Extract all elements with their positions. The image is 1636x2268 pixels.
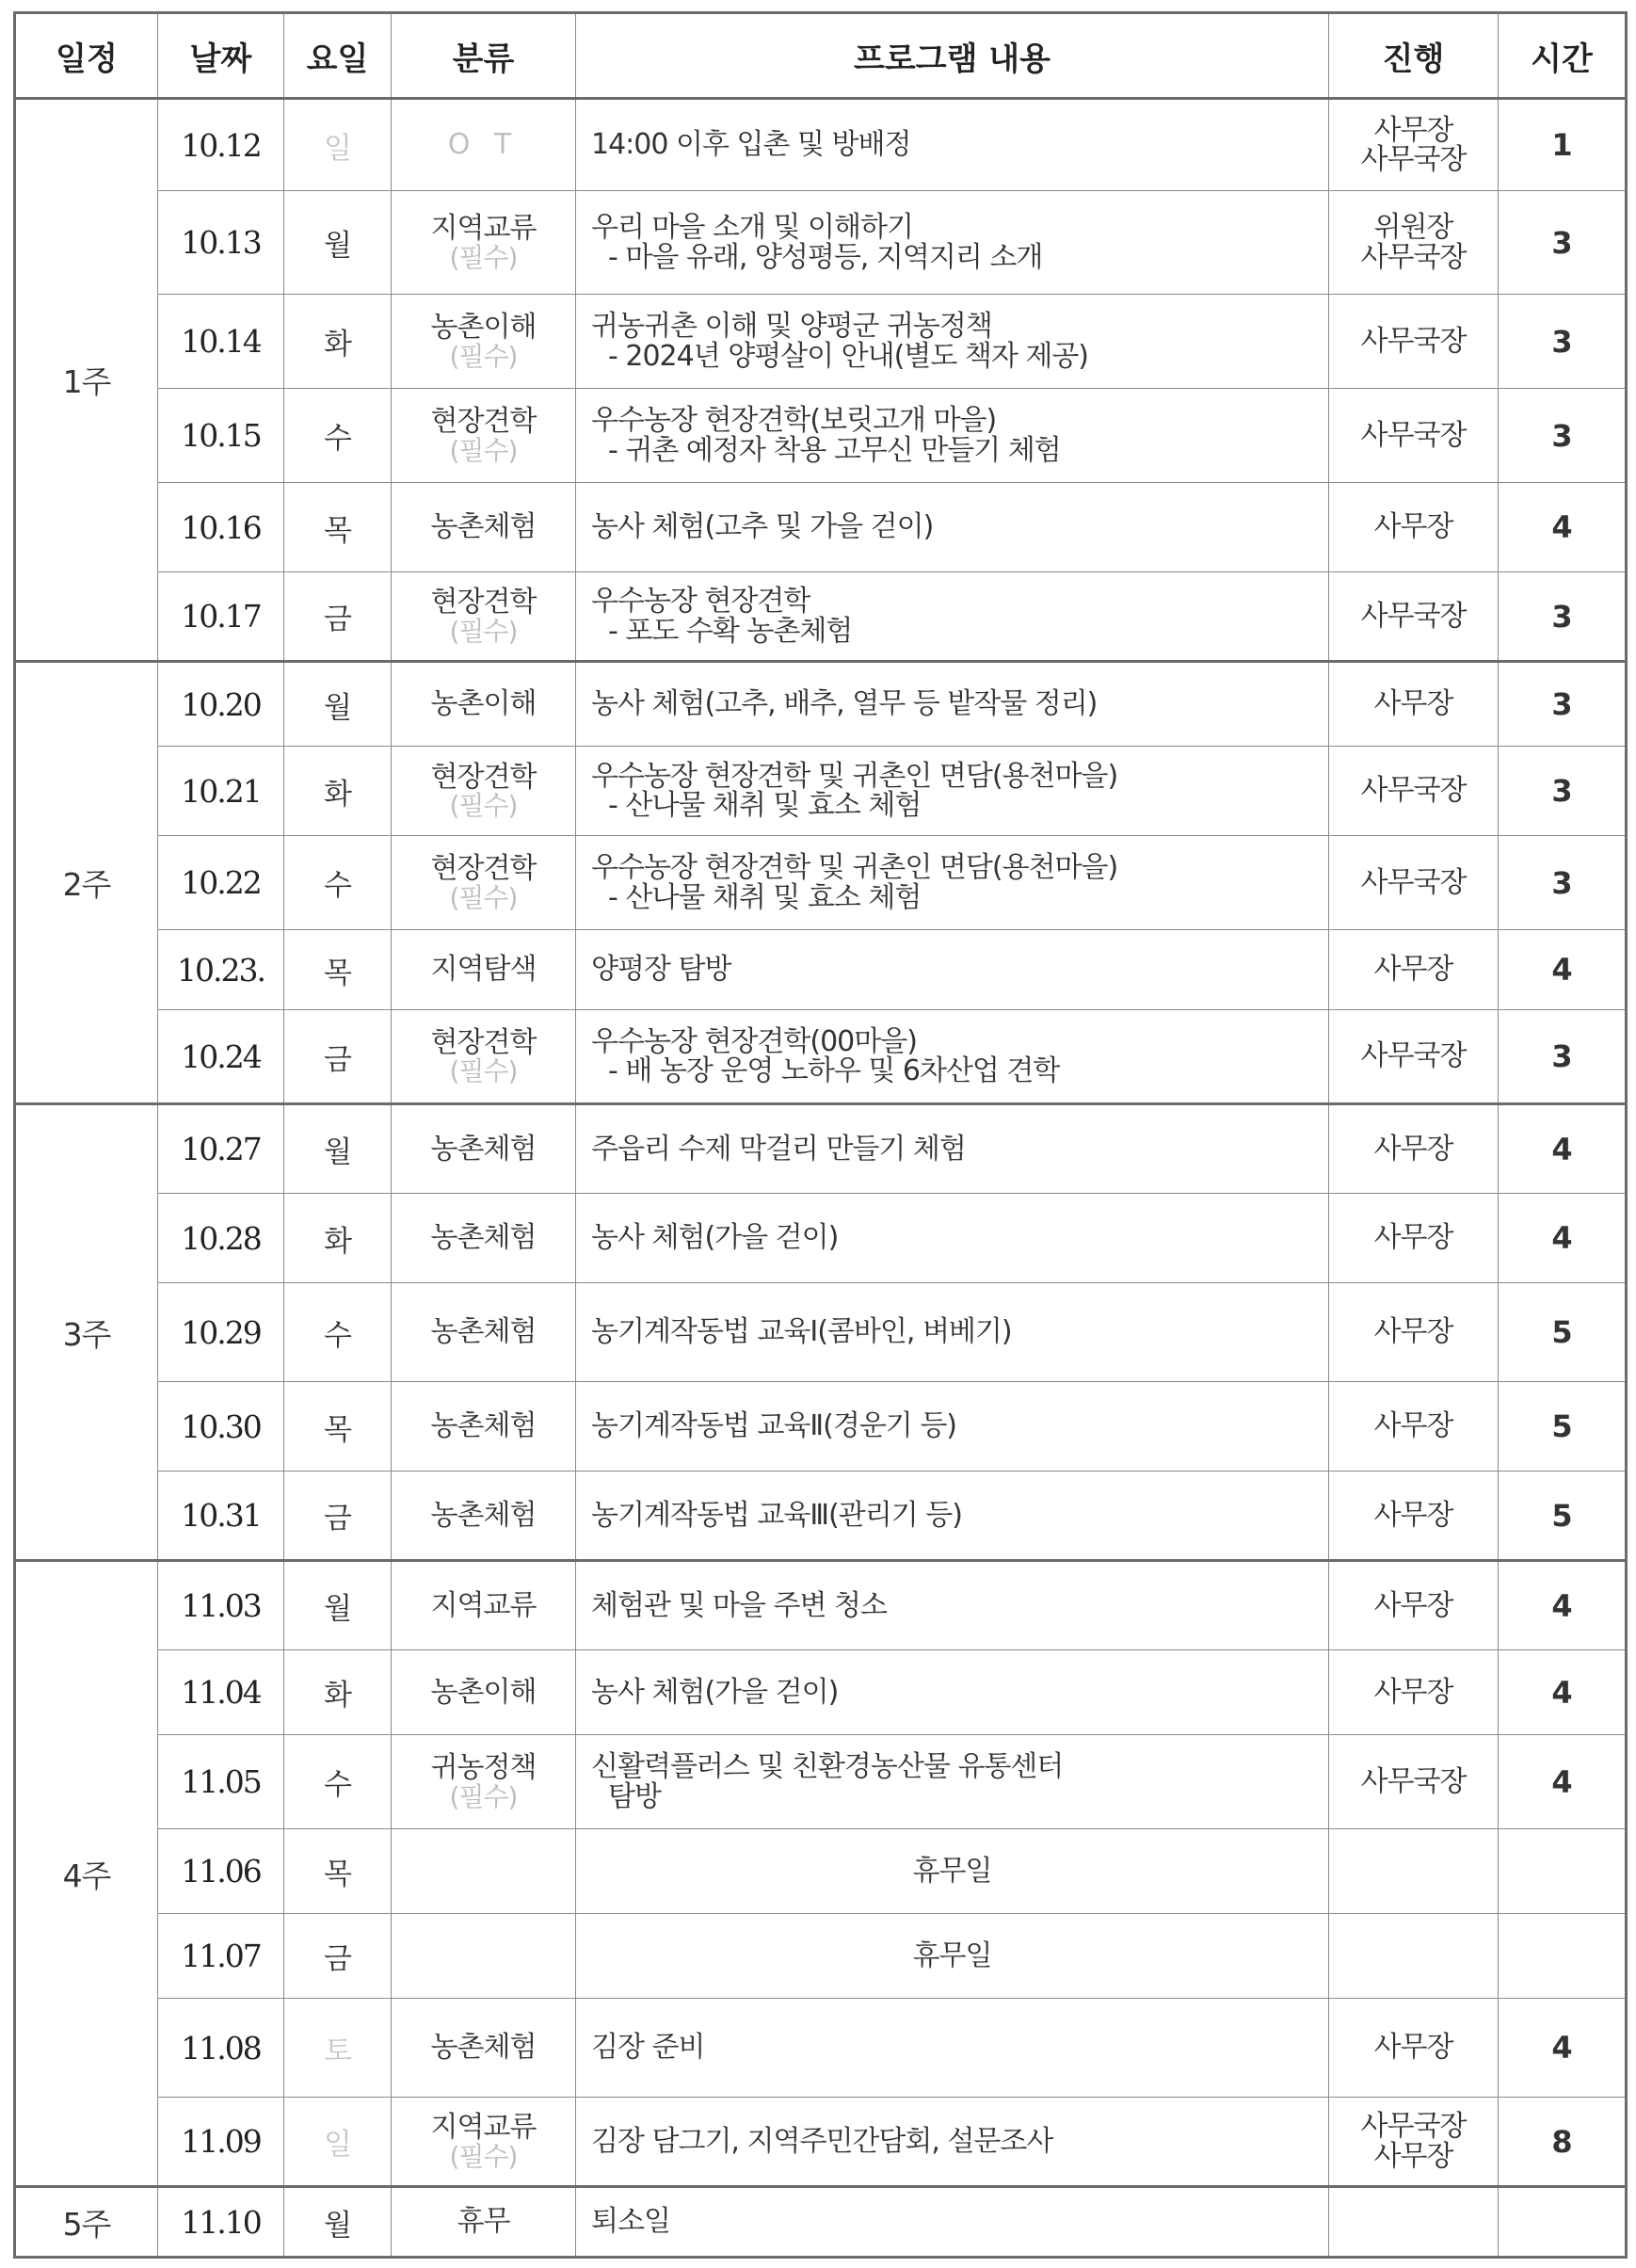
header-day: 요일 (284, 13, 392, 99)
content-cell (576, 1283, 1329, 1382)
day-cell: 월 (284, 662, 392, 747)
table-row (15, 1283, 1627, 1382)
hours-cell: 3 (1499, 389, 1627, 483)
lead-cell (1329, 2098, 1499, 2187)
content-cell (576, 191, 1329, 295)
content-main: 농사 체험(고추, 배추, 열무 등 밭작물 정리) (591, 687, 1098, 721)
category-label: 지역교류 (430, 212, 537, 246)
lead-cell (1329, 1472, 1499, 1561)
content-main: 농기계작동법 교육Ⅰ(콤바인, 벼베기) (591, 1315, 1012, 1349)
category-cell (392, 1472, 576, 1561)
table-row (15, 295, 1627, 389)
day-cell: 월 (284, 2187, 392, 2258)
content-cell (576, 662, 1329, 747)
lead-cell (1329, 1194, 1499, 1283)
category-label: 휴무 (457, 2205, 510, 2239)
hours-cell: 3 (1499, 662, 1627, 747)
content-cell (576, 1472, 1329, 1561)
table-row (15, 1914, 1627, 1999)
table-row (15, 662, 1627, 747)
date-cell: 11.03 (158, 1561, 284, 1650)
date-cell: 10.30 (158, 1382, 284, 1472)
category-cell (392, 483, 576, 572)
category-label: 농촌체험 (430, 1221, 537, 1255)
category-cell (392, 389, 576, 483)
lead-cell (1329, 99, 1499, 191)
date-cell: 10.31 (158, 1472, 284, 1561)
week-cell: 5주 (15, 2187, 158, 2258)
hours-cell: 4 (1499, 1561, 1627, 1650)
hours-cell: 4 (1499, 1735, 1627, 1829)
required-badge: (필수) (449, 241, 518, 273)
lead-name: 사무장 (1373, 1675, 1453, 1709)
day-cell: 월 (284, 1561, 392, 1650)
content-cell (576, 1650, 1329, 1735)
date-cell: 11.05 (158, 1735, 284, 1829)
lead-name: 사무장 (1373, 510, 1453, 544)
required-badge: (필수) (449, 1055, 518, 1087)
day-cell: 목 (284, 1829, 392, 1914)
required-badge: (필수) (449, 2140, 518, 2172)
lead-cell (1329, 389, 1499, 483)
content-cell (576, 747, 1329, 836)
lead-name: 사무장 (1373, 953, 1453, 987)
lead-cell (1329, 1914, 1499, 1999)
day-cell: 토 (284, 1999, 392, 2098)
lead-cell (1329, 1283, 1499, 1382)
date-cell: 10.17 (158, 572, 284, 662)
category-cell (392, 930, 576, 1010)
hours-cell: 3 (1499, 836, 1627, 930)
content-main: 퇴소일 (591, 2205, 670, 2239)
category-label: O T (447, 128, 520, 162)
program-schedule-sheet (13, 11, 1625, 2259)
category-label: 현장견학 (430, 405, 537, 439)
category-label: 농촌체험 (430, 1315, 537, 1349)
lead-cell (1329, 1382, 1499, 1472)
hours-cell: 3 (1499, 295, 1627, 389)
category-label: 농촌이해 (430, 1675, 537, 1709)
content-main: 우수농장 현장견학 (591, 585, 810, 618)
content-main: 농기계작동법 교육Ⅱ(경운기 등) (591, 1409, 957, 1443)
header-lead: 진행 (1329, 13, 1499, 99)
lead-cell (1329, 1104, 1499, 1194)
lead-name: 사무장 (1373, 687, 1453, 721)
content-main: 농사 체험(고추 및 가을 걷이) (591, 510, 934, 544)
table-row (15, 572, 1627, 662)
category-label: 농촌이해 (430, 311, 537, 345)
lead-name-secondary: 사무장 (1373, 2139, 1453, 2173)
table-row (15, 1650, 1627, 1735)
date-cell: 10.22 (158, 836, 284, 930)
content-main: 우수농장 현장견학(보릿고개 마을) (591, 404, 997, 437)
required-badge: (필수) (449, 340, 518, 372)
content-main: 우수농장 현장견학 및 귀촌인 면담(용천마을) (591, 851, 1118, 884)
lead-cell (1329, 1735, 1499, 1829)
hours-cell: 1 (1499, 99, 1627, 191)
lead-name: 사무장 (1373, 1132, 1453, 1166)
required-badge: (필수) (449, 790, 518, 822)
lead-cell (1329, 747, 1499, 836)
week-cell: 1주 (15, 99, 158, 662)
category-cell (392, 1650, 576, 1735)
hours-cell: 5 (1499, 1472, 1627, 1561)
category-label: 귀농정책 (430, 1751, 537, 1785)
schedule-table (13, 11, 1628, 2259)
lead-name: 사무장 (1373, 1588, 1453, 1622)
table-row (15, 1010, 1627, 1104)
content-cell: 휴무일 (576, 1914, 1329, 1999)
content-main: 14:00 이후 입촌 및 방배정 (591, 128, 911, 162)
day-cell: 목 (284, 483, 392, 572)
lead-name: 사무장 (1373, 113, 1453, 147)
lead-name: 사무장 (1373, 1409, 1453, 1443)
lead-cell (1329, 1561, 1499, 1650)
date-cell: 10.20 (158, 662, 284, 747)
lead-cell (1329, 930, 1499, 1010)
day-cell: 화 (284, 1650, 392, 1735)
header-row (15, 13, 1627, 99)
lead-name: 사무장 (1373, 1498, 1453, 1532)
content-cell (576, 389, 1329, 483)
lead-cell (1329, 1999, 1499, 2098)
category-label: 현장견학 (430, 1025, 537, 1059)
hours-cell (1499, 1829, 1627, 1914)
lead-name-secondary: 사무국장 (1360, 143, 1467, 176)
lead-name: 사무국장 (1360, 324, 1467, 358)
date-cell: 11.07 (158, 1914, 284, 1999)
hours-cell: 3 (1499, 191, 1627, 295)
hours-cell: 3 (1499, 747, 1627, 836)
lead-name: 위원장 (1373, 211, 1453, 244)
content-cell (576, 1382, 1329, 1472)
table-row (15, 99, 1627, 191)
category-cell (392, 1104, 576, 1194)
date-cell: 10.16 (158, 483, 284, 572)
day-cell: 수 (284, 836, 392, 930)
date-cell: 10.29 (158, 1283, 284, 1382)
category-cell (392, 1829, 576, 1914)
category-cell (392, 836, 576, 930)
lead-name: 사무국장 (1360, 1764, 1467, 1798)
required-badge: (필수) (449, 615, 518, 647)
lead-name-secondary: 사무국장 (1360, 240, 1467, 274)
content-main: 신활력플러스 및 친환경농산물 유통센터 (591, 1750, 1064, 1783)
table-row (15, 1829, 1627, 1914)
category-cell (392, 1194, 576, 1283)
day-cell: 화 (284, 747, 392, 836)
lead-name: 사무국장 (1360, 418, 1467, 452)
table-row (15, 930, 1627, 1010)
lead-cell (1329, 1829, 1499, 1914)
category-label: 농촌이해 (430, 687, 537, 721)
required-badge: (필수) (449, 1780, 518, 1812)
week-cell: 4주 (15, 1561, 158, 2187)
content-sub: - 산나물 채취 및 효소 체험 (608, 789, 922, 822)
content-main: 김장 준비 (591, 2031, 705, 2065)
hours-cell: 4 (1499, 1104, 1627, 1194)
date-cell: 10.14 (158, 295, 284, 389)
day-cell: 목 (284, 930, 392, 1010)
table-row (15, 1472, 1627, 1561)
category-label: 지역탐색 (430, 953, 537, 987)
content-cell (576, 572, 1329, 662)
day-cell: 금 (284, 572, 392, 662)
category-label: 현장견학 (430, 760, 537, 794)
content-sub: 탐방 (608, 1779, 661, 1813)
date-cell: 11.08 (158, 1999, 284, 2098)
content-cell (576, 1010, 1329, 1104)
category-cell (392, 1382, 576, 1472)
lead-name: 사무장 (1373, 1221, 1453, 1255)
content-cell (576, 1561, 1329, 1650)
category-label: 지역교류 (430, 1588, 537, 1622)
category-label: 현장견학 (430, 852, 537, 886)
day-cell: 일 (284, 99, 392, 191)
date-cell: 10.28 (158, 1194, 284, 1283)
content-main: 양평장 탐방 (591, 953, 731, 987)
table-row (15, 836, 1627, 930)
category-cell (392, 1561, 576, 1650)
category-label: 농촌체험 (430, 1132, 537, 1166)
category-cell (392, 99, 576, 191)
date-cell: 10.27 (158, 1104, 284, 1194)
content-cell: 휴무일 (576, 1829, 1329, 1914)
hours-cell (1499, 2187, 1627, 2258)
header-week: 일정 (15, 13, 158, 99)
day-cell: 화 (284, 1194, 392, 1283)
hours-cell: 5 (1499, 1283, 1627, 1382)
hours-cell: 4 (1499, 930, 1627, 1010)
hours-cell (1499, 1914, 1627, 1999)
date-cell: 10.24 (158, 1010, 284, 1104)
day-cell: 목 (284, 1382, 392, 1472)
table-row (15, 747, 1627, 836)
content-cell (576, 1735, 1329, 1829)
lead-cell (1329, 2187, 1499, 2258)
lead-cell (1329, 295, 1499, 389)
category-cell (392, 1999, 576, 2098)
content-cell (576, 1194, 1329, 1283)
day-cell: 수 (284, 389, 392, 483)
day-cell: 월 (284, 1104, 392, 1194)
category-label: 농촌체험 (430, 510, 537, 544)
content-cell (576, 483, 1329, 572)
category-cell (392, 2098, 576, 2187)
table-row (15, 1104, 1627, 1194)
category-cell (392, 2187, 576, 2258)
table-row (15, 1194, 1627, 1283)
hours-cell: 4 (1499, 483, 1627, 572)
content-cell (576, 930, 1329, 1010)
lead-name: 사무장 (1373, 1315, 1453, 1349)
content-main: 우리 마을 소개 및 이해하기 (591, 211, 913, 244)
content-main: 김장 담그기, 지역주민간담회, 설문조사 (591, 2124, 1053, 2158)
content-cell (576, 1104, 1329, 1194)
content-main: 주읍리 수제 막걸리 만들기 체험 (591, 1132, 966, 1166)
category-cell (392, 1283, 576, 1382)
category-cell (392, 662, 576, 747)
content-main: 우수농장 현장견학 및 귀촌인 면담(용천마을) (591, 759, 1118, 793)
table-row (15, 2098, 1627, 2187)
content-cell (576, 2098, 1329, 2187)
category-cell (392, 191, 576, 295)
category-label: 지역교류 (430, 2111, 537, 2145)
content-main: 우수농장 현장견학(00마을) (591, 1024, 917, 1058)
content-sub: - 배 농장 운영 노하우 및 6차산업 견학 (608, 1054, 1060, 1087)
date-cell: 10.12 (158, 99, 284, 191)
table-row (15, 1382, 1627, 1472)
category-cell (392, 747, 576, 836)
date-cell: 10.13 (158, 191, 284, 295)
table-row (15, 1735, 1627, 1829)
day-cell: 금 (284, 1914, 392, 1999)
hours-cell: 3 (1499, 572, 1627, 662)
content-cell (576, 2187, 1329, 2258)
content-cell (576, 1999, 1329, 2098)
content-cell (576, 99, 1329, 191)
content-main: 농사 체험(가을 걷이) (591, 1221, 839, 1255)
content-sub: - 마을 유래, 양성평등, 지역지리 소개 (608, 240, 1043, 274)
content-sub: - 2024년 양평살이 안내(별도 책자 제공) (608, 339, 1089, 373)
date-cell: 11.04 (158, 1650, 284, 1735)
category-label: 농촌체험 (430, 1409, 537, 1443)
hours-cell: 5 (1499, 1382, 1627, 1472)
header-content: 프로그램 내용 (576, 13, 1329, 99)
lead-name: 사무국장 (1360, 599, 1467, 633)
table-row (15, 389, 1627, 483)
hours-cell: 4 (1499, 1194, 1627, 1283)
date-cell: 11.06 (158, 1829, 284, 1914)
required-badge: (필수) (449, 881, 518, 913)
category-cell (392, 1914, 576, 1999)
lead-cell (1329, 1650, 1499, 1735)
day-cell: 금 (284, 1472, 392, 1561)
hours-cell: 3 (1499, 1010, 1627, 1104)
hours-cell: 4 (1499, 1650, 1627, 1735)
week-cell: 3주 (15, 1104, 158, 1561)
table-row (15, 1999, 1627, 2098)
content-sub: - 산나물 채취 및 효소 체험 (608, 880, 922, 914)
header-category: 분류 (392, 13, 576, 99)
category-cell (392, 295, 576, 389)
content-main: 농사 체험(가을 걷이) (591, 1675, 839, 1709)
date-cell: 11.10 (158, 2187, 284, 2258)
lead-name: 사무국장 (1360, 1039, 1467, 1073)
table-row (15, 1561, 1627, 1650)
category-cell (392, 572, 576, 662)
content-main: 귀농귀촌 이해 및 양평군 귀농정책 (591, 310, 992, 343)
header-date: 날짜 (158, 13, 284, 99)
lead-cell (1329, 836, 1499, 930)
date-cell: 10.15 (158, 389, 284, 483)
lead-cell (1329, 1010, 1499, 1104)
lead-cell (1329, 662, 1499, 747)
category-cell (392, 1010, 576, 1104)
category-label: 농촌체험 (430, 1498, 537, 1532)
lead-name: 사무장 (1373, 2031, 1453, 2065)
day-cell: 월 (284, 191, 392, 295)
content-sub: - 귀촌 예정자 착용 고무신 만들기 체험 (608, 433, 1061, 467)
week-cell: 2주 (15, 662, 158, 1104)
content-main: 체험관 및 마을 주변 청소 (591, 1588, 887, 1622)
lead-name: 사무국장 (1360, 774, 1467, 808)
content-main: 농기계작동법 교육Ⅲ(관리기 등) (591, 1498, 962, 1532)
content-sub: - 포도 수확 농촌체험 (608, 614, 853, 648)
content-cell (576, 836, 1329, 930)
table-row (15, 483, 1627, 572)
lead-cell (1329, 191, 1499, 295)
day-cell: 수 (284, 1735, 392, 1829)
content-cell (576, 295, 1329, 389)
date-cell: 10.21 (158, 747, 284, 836)
lead-cell (1329, 572, 1499, 662)
day-cell: 화 (284, 295, 392, 389)
lead-name: 사무국장 (1360, 2110, 1467, 2143)
date-cell: 11.09 (158, 2098, 284, 2187)
required-badge: (필수) (449, 434, 518, 466)
category-cell (392, 1735, 576, 1829)
category-label: 현장견학 (430, 586, 537, 619)
lead-name: 사무국장 (1360, 865, 1467, 899)
lead-cell (1329, 483, 1499, 572)
date-cell: 10.23. (158, 930, 284, 1010)
day-cell: 일 (284, 2098, 392, 2187)
header-hours: 시간 (1499, 13, 1627, 99)
hours-cell: 4 (1499, 1999, 1627, 2098)
hours-cell: 8 (1499, 2098, 1627, 2187)
table-row (15, 191, 1627, 295)
day-cell: 금 (284, 1010, 392, 1104)
table-row (15, 2187, 1627, 2258)
day-cell: 수 (284, 1283, 392, 1382)
category-label: 농촌체험 (430, 2031, 537, 2065)
